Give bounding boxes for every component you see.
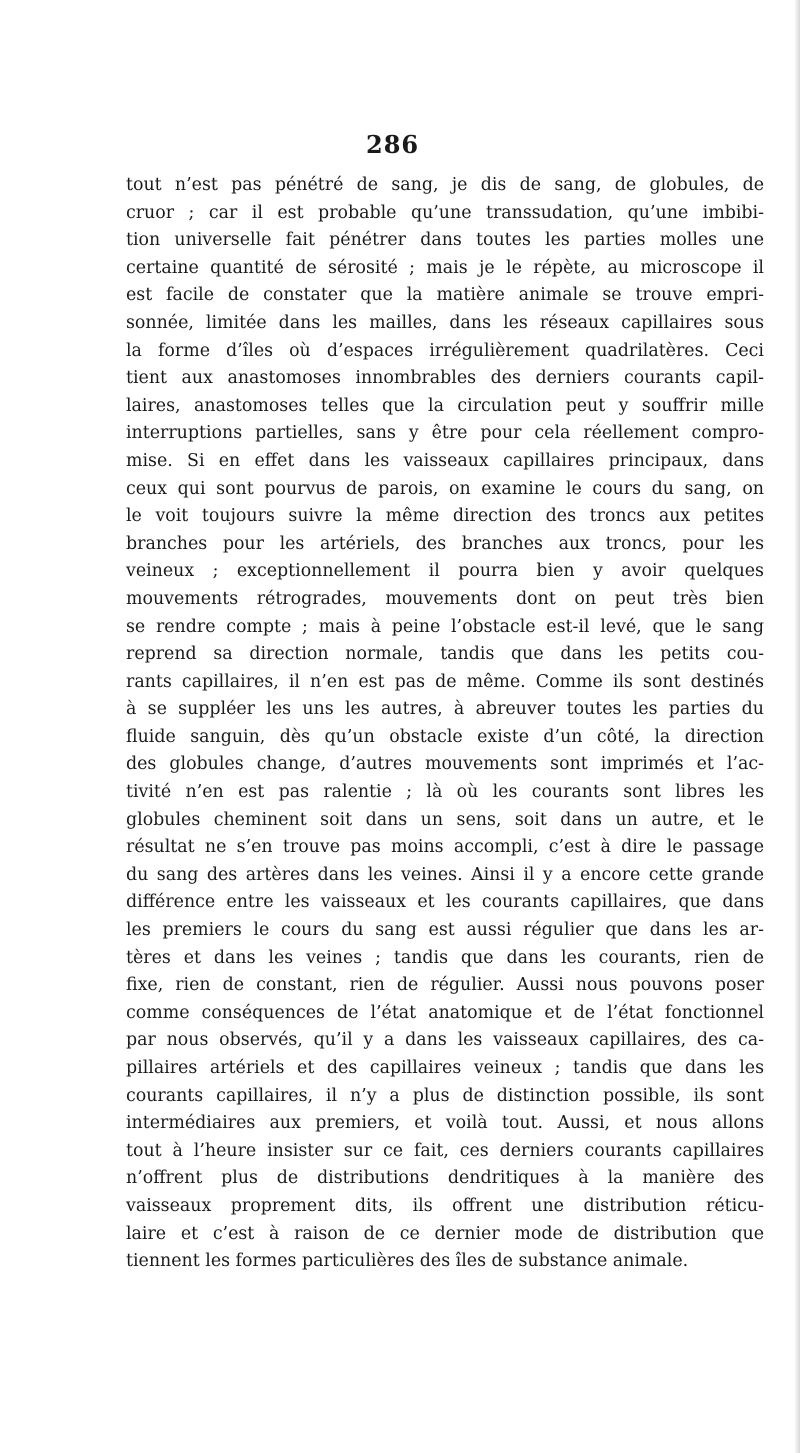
page-number: 286 <box>366 130 420 159</box>
text-line: se rendre compte ; mais à peine l’obstacle est-il levé, que le sang <box>126 616 764 637</box>
text-line: reprend sa direction normale, tandis que dans les petits cou- <box>126 644 764 665</box>
text-line: est facile de constater que la matière animale se trouve empri- <box>126 285 764 306</box>
text-line: du sang des artères dans les veines. Ainsi il y a encore cette grande <box>126 864 764 885</box>
text-line: mouvements rétrogrades, mouvements dont on peut très bien <box>126 588 764 609</box>
page-edge-shadow <box>794 0 800 1453</box>
body-text <box>126 172 764 1276</box>
text-line: les premiers le cours du sang est aussi régulier que dans les ar- <box>126 920 764 941</box>
text-line: vaisseaux proprement dits, ils offrent une distribution réticu- <box>126 1195 764 1216</box>
text-line: tivité n’en est pas ralentie ; là où les courants sont libres les <box>126 782 764 803</box>
text-line: laires, anastomoses telles que la circulation peut y souffrir mille <box>126 395 764 416</box>
text-line: fixe, rien de constant, rien de régulier. Aussi nous pouvons poser <box>126 975 764 996</box>
text-line: comme conséquences de l’état anatomique et de l’état fonctionnel <box>126 1002 764 1023</box>
text-line: n’offrent plus de distributions dendritiques à la manière des <box>126 1168 764 1189</box>
text-line: tout n’est pas pénétré de sang, je dis de sang, de globules, de <box>126 175 764 195</box>
text-line: cruor ; car il est probable qu’une transsudation, qu’une imbibi- <box>126 202 764 223</box>
text-line: le voit toujours suivre la même direction des troncs aux petites <box>126 506 764 527</box>
text-line: tient aux anastomoses innombrables des derniers courants capil- <box>126 368 764 389</box>
text-line: veineux ; exceptionnellement il pourra bien y avoir quelques <box>126 561 764 582</box>
text-line: sonnée, limitée dans les mailles, dans les réseaux capillaires sous <box>126 312 764 333</box>
text-line: tères et dans les veines ; tandis que dans les courants, rien de <box>126 947 764 968</box>
text-line: tout à l’heure insister sur ce fait, ces derniers courants capillaires <box>126 1140 764 1161</box>
text-line: des globules change, d’autres mouvements sont imprimés et l’ac- <box>126 754 764 775</box>
text-line: tion universelle fait pénétrer dans toutes les parties molles une <box>126 230 764 251</box>
text-line: branches pour les artériels, des branches aux troncs, pour les <box>126 533 764 554</box>
text-line: intermédiaires aux premiers, et voilà tout. Aussi, et nous allons <box>126 1113 764 1134</box>
text-line: différence entre les vaisseaux et les courants capillaires, que dans <box>126 892 764 913</box>
text-line: la forme d’îles où d’espaces irrégulièrement quadrilatères. Ceci <box>126 340 764 361</box>
text-line: mise. Si en effet dans les vaisseaux capillaires principaux, dans <box>126 450 764 471</box>
text-line: pillaires artériels et des capillaires veineux ; tandis que dans les <box>126 1058 764 1078</box>
text-line: interruptions partielles, sans y être pour cela réellement compro- <box>126 423 764 444</box>
text-line: ceux qui sont pourvus de parois, on examine le cours du sang, on <box>126 478 764 499</box>
text-line: fluide sanguin, dès qu’un obstacle existe d’un côté, la direction <box>126 726 764 747</box>
text-line: globules cheminent soit dans un sens, soit dans un autre, et le <box>126 809 764 830</box>
text-line: courants capillaires, il n’y a plus de distinction possible, ils sont <box>126 1085 764 1106</box>
text-line: résultat ne s’en trouve pas moins accompli, c’est à dire le passage <box>126 837 764 858</box>
text-line: rants capillaires, il n’en est pas de même. Comme ils sont destinés <box>126 671 764 692</box>
text-line: laire et c’est à raison de ce dernier mode de distribution que <box>126 1223 764 1244</box>
text-line: tiennent les formes particulières des îles de substance animale. <box>126 1251 689 1272</box>
text-line: certaine quantité de sérosité ; mais je le répète, au microscope il <box>126 257 764 278</box>
text-line: à se suppléer les uns les autres, à abreuver toutes les parties du <box>126 699 764 720</box>
text-line: par nous observés, qu’il y a dans les vaisseaux capillaires, des ca- <box>126 1030 764 1051</box>
